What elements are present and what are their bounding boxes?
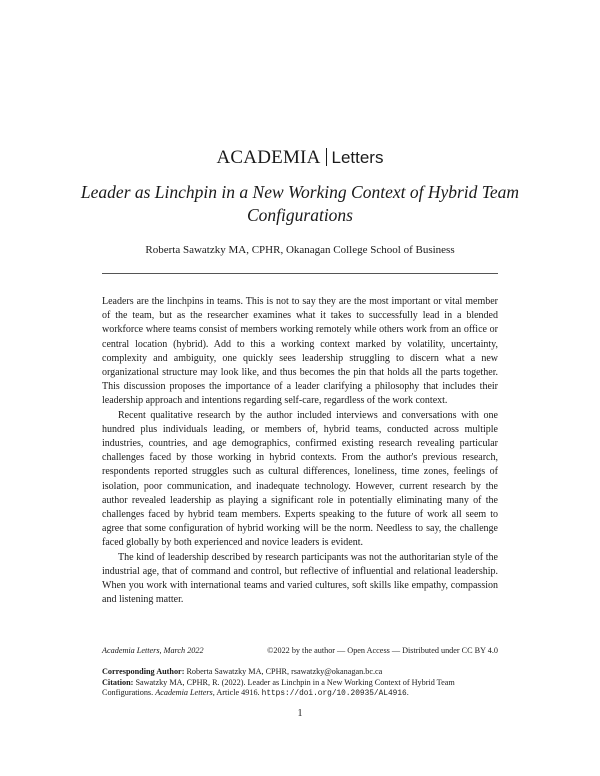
- article-meta: [102, 667, 498, 700]
- citation-label: Citation:: [102, 677, 134, 687]
- page-footer: [102, 645, 498, 656]
- body-paragraph: Recent qualitative research by the author included interviews and conversations with one hundred plus individuals leading, or members of, hybrid teams, conducted across multiple industries, countries, and age demographics, confirmed existing research revealing particular challenges faced by those working in hybrid contexts. From the author's previous research, respondents reported struggles such as cultural differences, loneliness, time zones, feelings of isolation, poor communication, and inadequate technology. However, current research by the author revealed leadership as playing a significant role in potentially eliminating many of the challenges faced by hybrid team members. Experts speaking to the future of work all seem to agree that some configuration of hybrid working will be the norm. Needless to say, the challenge faced globally by both experienced and novice leaders is evident.: [102, 409, 498, 549]
- corresponding-label: Corresponding Author:: [102, 667, 185, 676]
- author-line: Roberta Sawatzky MA, CPHR, Okanagan College School of Business: [145, 244, 455, 256]
- page-number: 1: [297, 708, 303, 719]
- citation-article: , Article 4916.: [212, 688, 260, 697]
- masthead-subtitle: Letters: [331, 148, 384, 167]
- corresponding-author: [102, 667, 498, 678]
- license-notice: ©2022 by the author — Open Access — Distributed under CC BY 4.0: [267, 646, 498, 655]
- masthead-divider: [326, 148, 327, 166]
- masthead-brand: ACADEMIA: [216, 147, 321, 168]
- body-paragraph: The kind of leadership described by research participants was not the authoritarian style of the industrial age, that of command and control, but reflective of influential and relational leadership. When you work with international teams and varied cultures, soft skills like empathy, compassion and listening matter.: [102, 551, 498, 606]
- article-body: [102, 295, 498, 607]
- article-title: Leader as Linchpin in a New Working Context of Hybrid Team Configurations: [80, 182, 520, 225]
- title-divider: [102, 273, 498, 274]
- citation-end: .: [406, 688, 409, 697]
- corresponding-value: Roberta Sawatzky MA, CPHR, rsawatzky@okanagan.bc.ca: [186, 667, 383, 676]
- journal-masthead: [0, 147, 600, 169]
- citation: [102, 678, 498, 700]
- citation-doi-link[interactable]: https://doi.org/10.20935/AL4916: [261, 690, 407, 698]
- citation-journal: Academia Letters: [155, 688, 213, 697]
- body-paragraph: Leaders are the linchpins in teams. This is not to say they are the most important or vital member of the team, but as the researcher examines what it takes to successfully lead in a blended workforce where teams consist of members working remotely while others work from an office or central location (hybrid). Add to this a working context marked by volatility, uncertainty, complexity and ambiguity, one quickly sees leadership struggling to discern what a new organizational structure may look like, and thus becomes the pin that holds all the parts together. This discussion proposes the importance of a leader clarifying a philosophy that includes their leadership approach and intentions regarding self-care, regardless of the work context.: [102, 296, 498, 407]
- journal-issue: Academia Letters, March 2022: [102, 646, 204, 655]
- citation-text: Sawatzky MA, CPHR, R. (2022). Leader as Linchpin in a New Working Context of Hybrid Team Configurations.: [102, 677, 455, 697]
